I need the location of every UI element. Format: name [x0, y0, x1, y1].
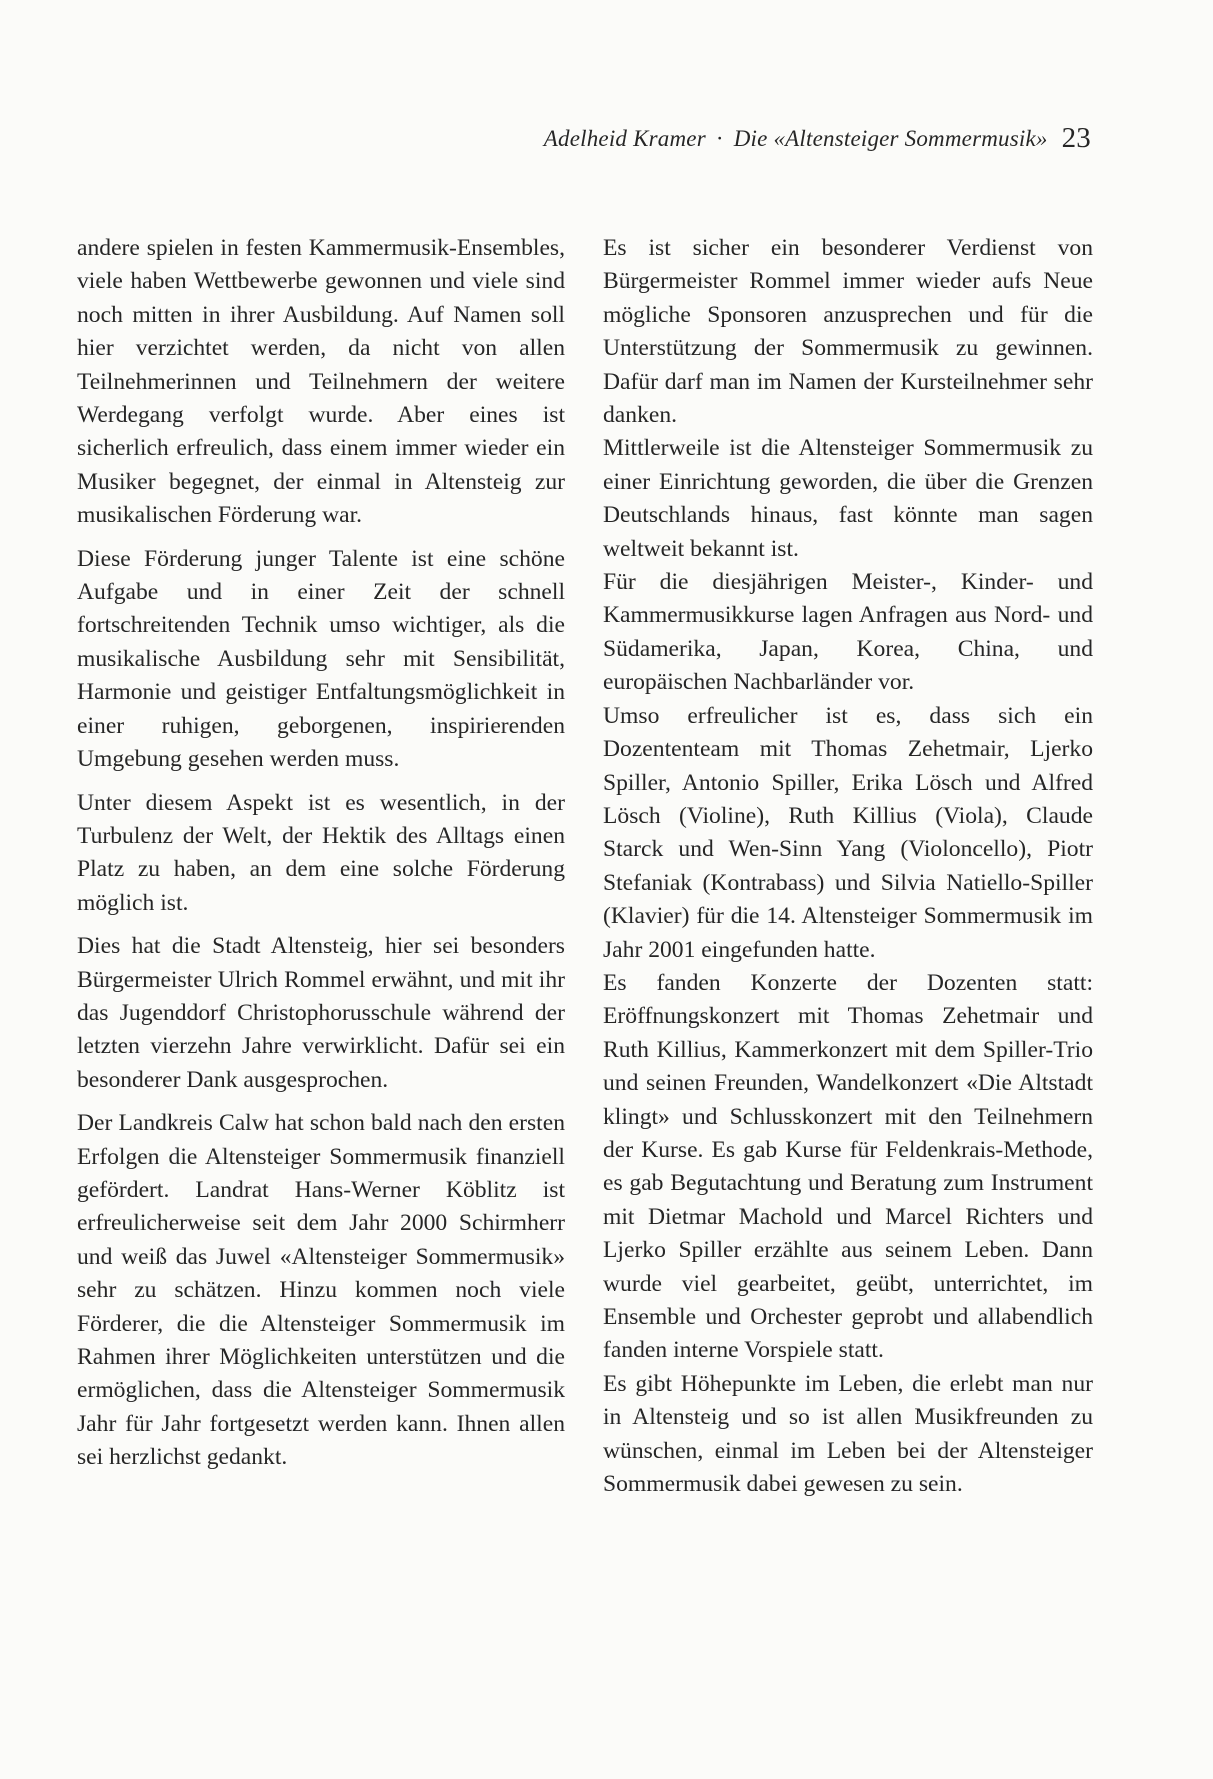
paragraph: Unter diesem Aspekt ist es wesentlich, in der Turbulenz der Welt, der Hektik des Alltags einen Platz zu haben, an dem eine solche Förderung möglich ist.: [77, 789, 565, 916]
page-number: 23: [1061, 122, 1091, 154]
header-title: Die «Altensteiger Sommermusik»: [733, 126, 1048, 151]
paragraph: Es ist sicher ein besonderer Verdienst von Bürgermeister Rommel immer wieder aufs Neue mögliche Sponsoren anzusprechen und für die Unterstützung der Sommermusik zu gewinnen. Dafür darf man im Namen der Kursteilnehmer sehr danken.: [603, 235, 1093, 429]
paragraph: Für die diesjährigen Meister-, Kinder- und Kammermusikkurse lagen Anfragen aus Nord- und Südamerika, Japan, Korea, China, und europäischen Nachbarländer vor.: [603, 569, 1093, 696]
left-text-column: [77, 232, 565, 1485]
running-header: [330, 122, 1091, 155]
header-separator: ·: [715, 126, 724, 151]
header-author: Adelheid Kramer: [543, 126, 706, 151]
paragraph: Der Landkreis Calw hat schon bald nach den ersten Erfolgen die Altensteiger Sommermusik finanziell gefördert. Landrat Hans-Werner Köblitz ist erfreulicherweise seit dem Jahr 2000 Schirmherr und weiß das Juwel «Altensteiger Sommermusik» sehr zu schätzen. Hinzu kommen noch viele Förderer, die die Altensteiger Sommermusik im Rahmen ihrer Möglichkeiten unterstützen und die ermöglichen, dass die Altensteiger Sommermusik Jahr für Jahr fortgesetzt werden kann. Ihnen allen sei herzlichst gedankt.: [77, 1110, 565, 1471]
paragraph: Diese Förderung junger Talente ist eine schöne Aufgabe und in einer Zeit der schnell fortschreitenden Technik umso wichtiger, als die musikalische Ausbildung sehr mit Sensibilität, Harmonie und geistiger Entfaltungsmöglichkeit in einer ruhigen, geborgenen, inspirierenden Umgebung gesehen werden muss.: [77, 545, 565, 773]
paragraph: Mittlerweile ist die Altensteiger Sommermusik zu einer Einrichtung geworden, die über die Grenzen Deutschlands hinaus, fast könnte man sagen weltweit bekannt ist.: [603, 435, 1093, 562]
paragraph: Umso erfreulicher ist es, dass sich ein Dozententeam mit Thomas Zehetmair, Ljerko Spiller, Antonio Spiller, Erika Lösch und Alfred Lösch (Violine), Ruth Killius (Viola), Claude Starck und Wen-Sinn Yang (Violoncello), Piotr Stefaniak (Kontrabass) und Silvia Natiello-Spiller (Klavier) für die 14. Altensteiger Sommermusik im Jahr 2001 eingefunden hatte.: [603, 702, 1093, 963]
paragraph: Es gibt Höhepunkte im Leben, die erlebt man nur in Altensteig und so ist allen Musikfreunden zu wünschen, einmal im Leben bei der Altensteiger Sommermusik dabei gewesen zu sein.: [603, 1370, 1093, 1498]
right-text-column: [603, 232, 1093, 1501]
paragraph: Es fanden Konzerte der Dozenten statt: Eröffnungskonzert mit Thomas Zehetmair und Ruth Killius, Kammerkonzert mit dem Spiller-Trio und seinen Freunden, Wandelkonzert «Die Altstadt klingt» und Schlusskonzert mit den Teilnehmern der Kurse. Es gab Kurse für Feldenkrais-Methode, es gab Begutachtung und Beratung zum Instrument mit Dietmar Machold und Marcel Richters und Ljerko Spiller erzählte aus seinem Leben. Dann wurde viel gearbeitet, geübt, unterrichtet, im Ensemble und Orchester geprobt und allabendlich fanden interne Vorspiele statt.: [603, 969, 1093, 1364]
paragraph: andere spielen in festen Kammermusik-Ensembles, viele haben Wettbewerbe gewonnen und viele sind noch mitten in ihrer Ausbildung. Auf Namen soll hier verzichtet werden, da nicht von allen Teilnehmerinnen und Teilnehmern der weitere Werdegang verfolgt wurde. Aber eines ist sicherlich erfreulich, dass einem immer wieder ein Musiker begegnet, der einmal in Altensteig zur musikalischen Förderung war.: [77, 235, 565, 529]
paragraph: Dies hat die Stadt Altensteig, hier sei besonders Bürgermeister Ulrich Rommel erwähnt, und mit ihr das Jugenddorf Christophorusschule während der letzten vierzehn Jahre verwirklicht. Dafür sei ein besonderer Dank ausgesprochen.: [77, 933, 565, 1093]
